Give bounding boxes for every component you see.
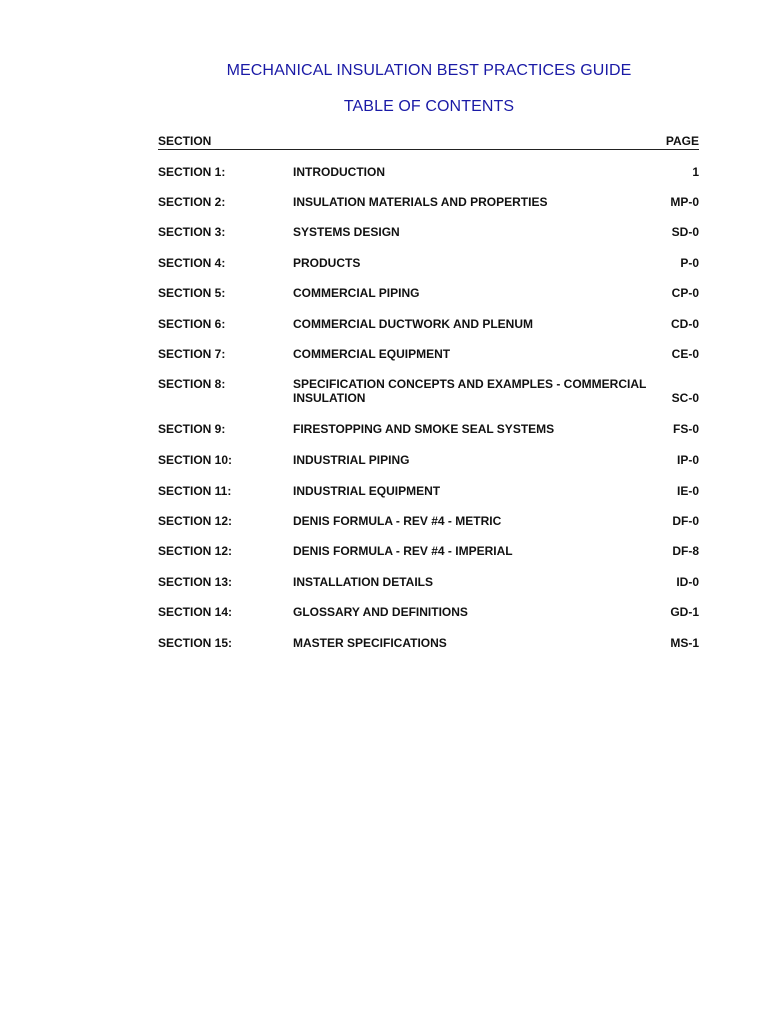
document-subtitle: TABLE OF CONTENTS bbox=[343, 98, 515, 115]
toc-page-number: SD-0 bbox=[671, 225, 699, 239]
toc-section-title: GLOSSARY AND DEFINITIONS bbox=[293, 605, 468, 619]
toc-section-number: SECTION 5: bbox=[158, 286, 226, 300]
toc-section-number: SECTION 11: bbox=[158, 484, 232, 498]
toc-section-number: SECTION 12: bbox=[158, 544, 233, 558]
section-column-header: SECTION bbox=[158, 134, 212, 148]
toc-page-number: ID-0 bbox=[676, 575, 699, 589]
toc-page-number: MP-0 bbox=[670, 195, 699, 209]
toc-section-number: SECTION 15: bbox=[158, 636, 233, 650]
toc-section-title: SPECIFICATION CONCEPTS AND EXAMPLES - COMMERCIAL INSULATION bbox=[293, 377, 647, 405]
toc-page-number: CD-0 bbox=[670, 317, 699, 331]
toc-section-title: COMMERCIAL EQUIPMENT bbox=[293, 347, 451, 361]
toc-header bbox=[158, 134, 699, 150]
toc-section-number: SECTION 6: bbox=[158, 317, 226, 331]
toc-section-title: INSTALLATION DETAILS bbox=[293, 575, 433, 589]
toc-page-number: GD-1 bbox=[670, 605, 699, 619]
toc-section-number: SECTION 9: bbox=[158, 422, 226, 436]
toc-section-number: SECTION 14: bbox=[158, 605, 233, 619]
toc-section-title: COMMERCIAL PIPING bbox=[293, 286, 420, 300]
page-column-header: PAGE bbox=[665, 134, 699, 148]
toc-page-number: DF-0 bbox=[672, 514, 699, 528]
toc-section-number: SECTION 1: bbox=[158, 165, 226, 179]
toc-section-title: INSULATION MATERIALS AND PROPERTIES bbox=[293, 195, 548, 209]
toc-section-title: SYSTEMS DESIGN bbox=[293, 225, 400, 239]
toc-section-number: SECTION 13: bbox=[158, 575, 233, 589]
toc-page-number: IE-0 bbox=[676, 484, 699, 498]
toc-section-number: SECTION 10: bbox=[158, 453, 233, 467]
toc-section-title: PRODUCTS bbox=[293, 256, 361, 270]
toc-section-number: SECTION 7: bbox=[158, 347, 226, 361]
toc-section-title: INTRODUCTION bbox=[293, 165, 385, 179]
toc-section-title: COMMERCIAL DUCTWORK AND PLENUM bbox=[293, 317, 533, 331]
toc-page-number: P-0 bbox=[680, 256, 699, 270]
toc-section-title: MASTER SPECIFICATIONS bbox=[293, 636, 447, 650]
toc-page-number: 1 bbox=[692, 165, 699, 179]
toc-page-number: CE-0 bbox=[671, 347, 699, 361]
toc-section-number: SECTION 12: bbox=[158, 514, 233, 528]
toc-section-number: SECTION 4: bbox=[158, 256, 226, 270]
toc-section-number: SECTION 8: bbox=[158, 377, 226, 391]
toc-section-title: INDUSTRIAL EQUIPMENT bbox=[293, 484, 441, 498]
toc-section-title: FIRESTOPPING AND SMOKE SEAL SYSTEMS bbox=[293, 422, 555, 436]
toc-page-number: CP-0 bbox=[671, 286, 699, 300]
toc-section-title: DENIS FORMULA - REV #4 - METRIC bbox=[293, 514, 502, 528]
toc-page-number: IP-0 bbox=[676, 453, 699, 467]
toc-section-number: SECTION 2: bbox=[158, 195, 226, 209]
toc-section-title: INDUSTRIAL PIPING bbox=[293, 453, 410, 467]
toc-page-number: FS-0 bbox=[672, 422, 699, 436]
toc-section-number: SECTION 3: bbox=[158, 225, 226, 239]
toc-page-number: SC-0 bbox=[671, 391, 699, 405]
toc-section-title: DENIS FORMULA - REV #4 - IMPERIAL bbox=[293, 544, 513, 558]
toc-page-number: DF-8 bbox=[672, 544, 699, 558]
document-title: MECHANICAL INSULATION BEST PRACTICES GUIDE bbox=[226, 62, 632, 79]
toc-page-number: MS-1 bbox=[670, 636, 699, 650]
